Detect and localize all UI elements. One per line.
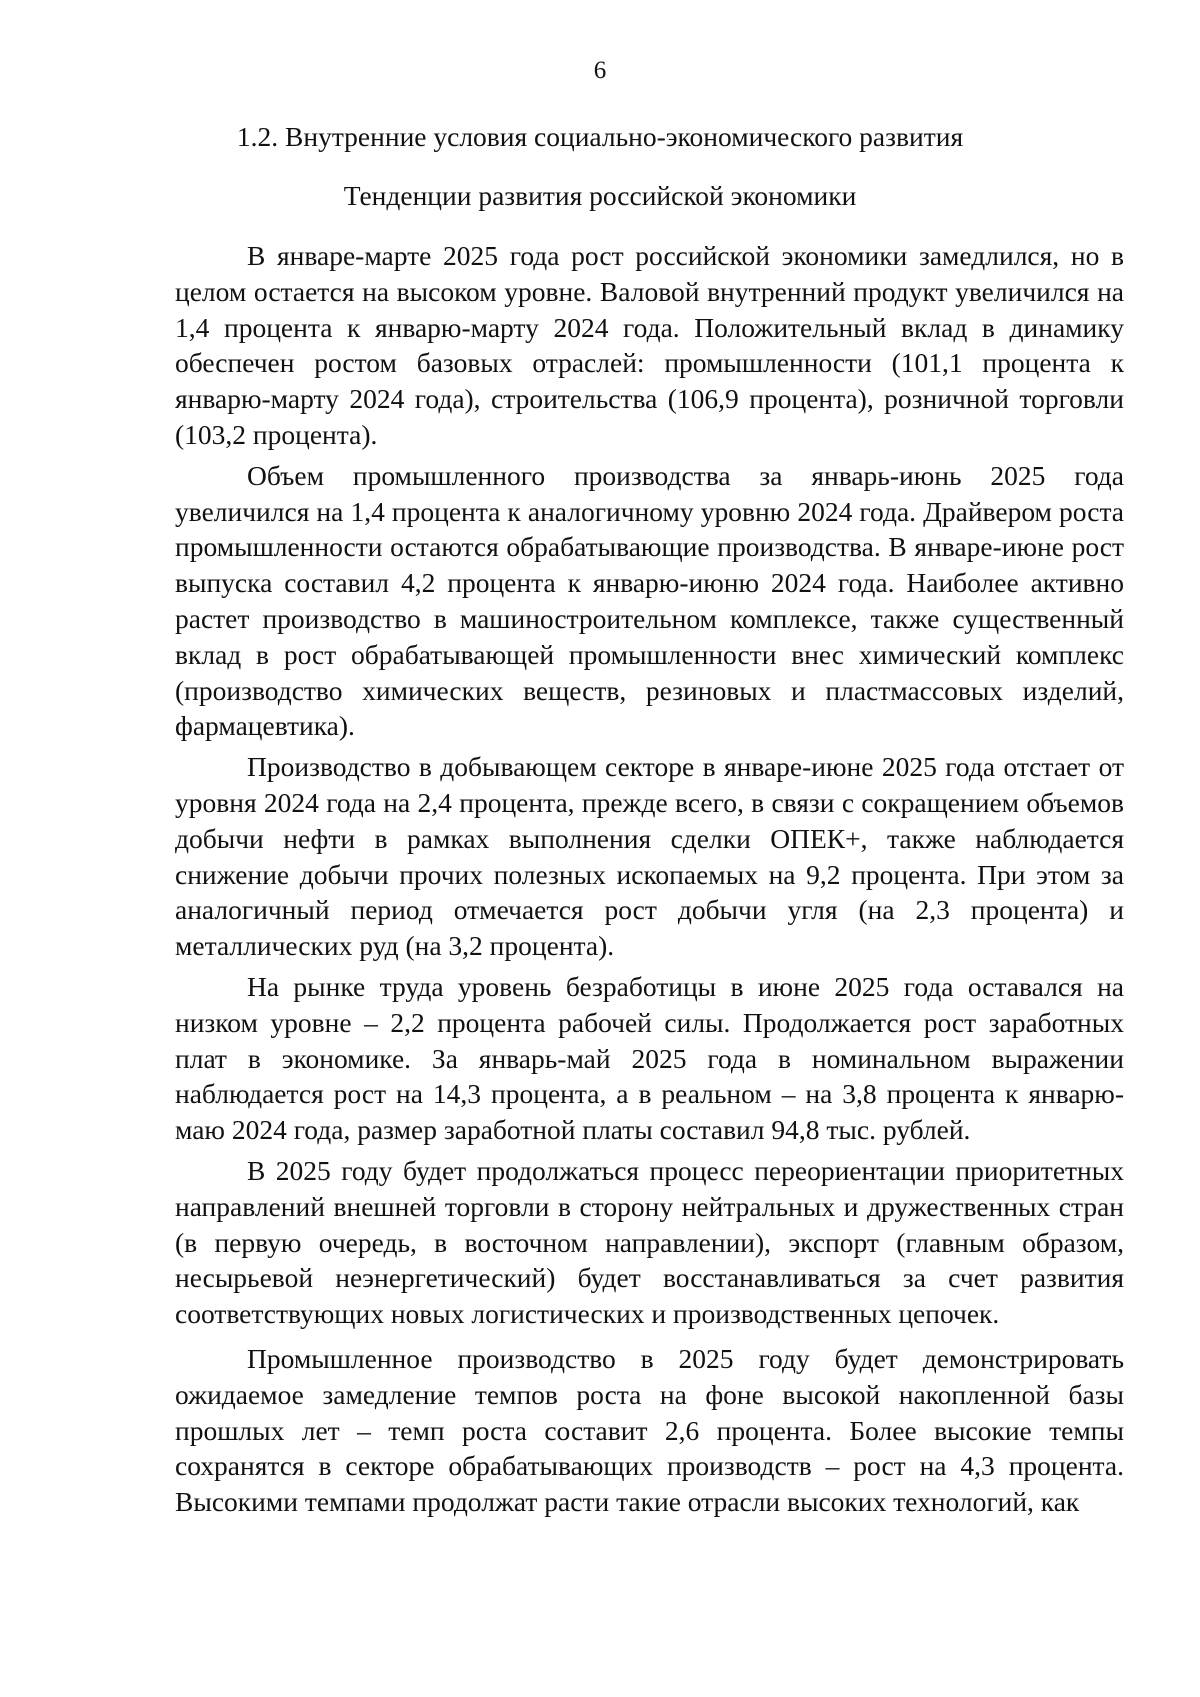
paragraph: Промышленное производство в 2025 году будет демонстрировать ожидаемое замедление темпов роста на фоне высокой накопленной базы прошлых лет – темп роста составит 2,6 процента. Более высокие темпы сохранятся в секторе обрабатывающих производств – рост на 4,3 процента. Высокими темпами продолжат расти такие отрасли высоких технологий, как [175,1342,1124,1518]
section-title: 1.2. Внутренние условия социально-экономического развития [236,121,964,152]
subsection-title: Тенденции развития российской экономики [343,180,857,211]
paragraph: На рынке труда уровень безработицы в июне 2025 года оставался на низком уровне – 2,2 процента рабочей силы. Продолжается рост заработных плат в экономике. За январь-май 2025 года в номинальном выражении наблюдается рост на 14,3 процента, а в реальном – на 3,8 процента к январю-маю 2024 года, размер заработной платы составил 94,8 тыс. рублей. [175,970,1124,1146]
paragraph: Производство в добывающем секторе в январе-июне 2025 года отстает от уровня 2024 года на 2,4 процента, прежде всего, в связи с сокращением объемов добычи нефти в рамках выполнения сделки ОПЕК+, также наблюдается снижение добычи прочих полезных ископаемых на 9,2 процента. При этом за аналогичный период отмечается рост добычи угля (на 2,3 процента) и металлических руд (на 3,2 процента). [175,751,1124,962]
paragraph: В январе-марте 2025 года рост российской экономики замедлился, но в целом остается на высоком уровне. Валовой внутренний продукт увеличился на 1,4 процента к январю-марту 2024 года. Положительный вклад в динамику обеспечен ростом базовых отраслей: промышленности (101,1 процента к январю-марту 2024 года), строительства (106,9 процента), розничной торговли (103,2 процента). [175,240,1124,450]
body-text [175,238,1124,1520]
paragraph: Объем промышленного производства за январь-июнь 2025 года увеличился на 1,4 процента к аналогичному уровню 2024 года. Драйвером роста промышленности остаются обрабатывающие производства. В январе-июне рост выпуска составил 4,2 процента к январю-июню 2024 года. Наиболее активно растет производство в машиностроительном комплексе, также существенный вклад в рост обрабатывающей промышленности внес химический комплекс (производство химических веществ, резиновых и пластмассовых изделий, фармацевтика). [175,459,1124,742]
page-number: 6 [593,57,607,84]
paragraph: В 2025 году будет продолжаться процесс переориентации приоритетных направлений внешней торговли в сторону нейтральных и дружественных стран (в первую очередь, в восточном направлении), экспорт (главным образом, несырьевой неэнергетический) будет восстанавливаться за счет развития соответствующих новых логистических и производственных цепочек. [175,1154,1124,1330]
